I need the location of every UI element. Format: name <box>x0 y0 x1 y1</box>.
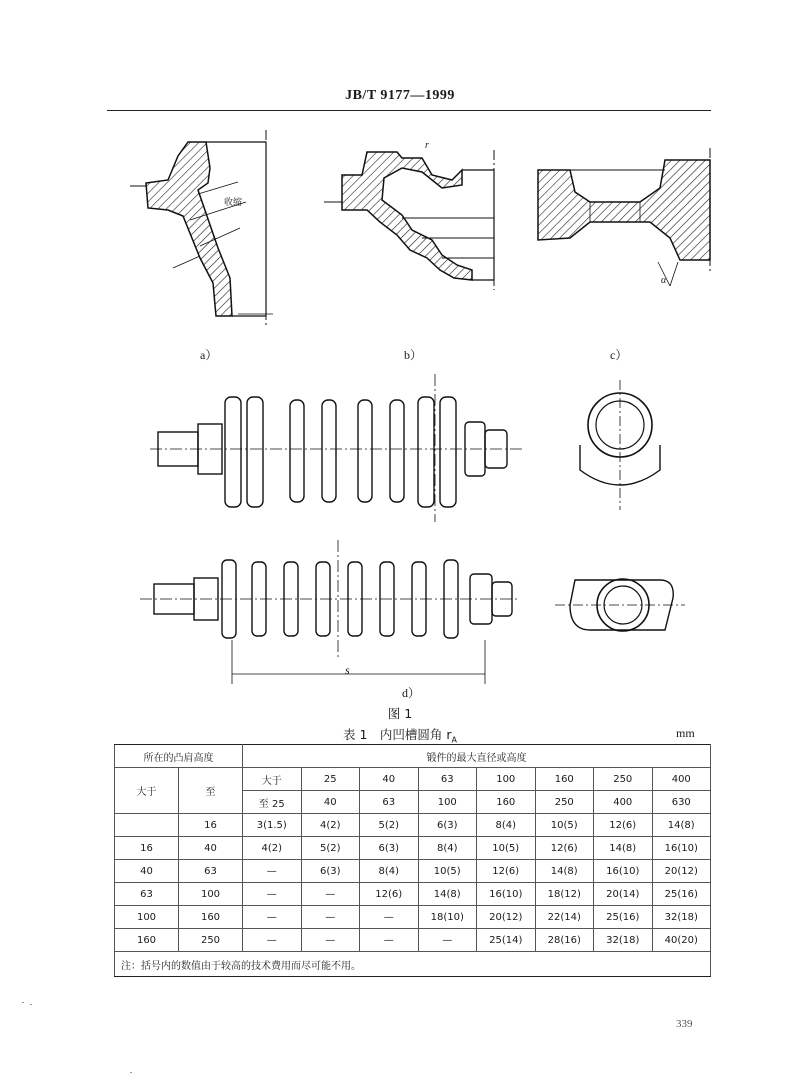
cell-radius: 8(4) <box>418 837 477 860</box>
figure-d-label: d） <box>402 686 421 700</box>
header-greater-than: 大于 <box>115 768 179 814</box>
table-title-subscript: A <box>451 735 458 745</box>
cell-up-to: 160 <box>179 906 243 929</box>
table-row <box>115 929 711 952</box>
cell-up-to: 63 <box>179 860 243 883</box>
figure-d-crankshaft-top <box>150 372 530 522</box>
figure-a-drawing <box>128 128 278 328</box>
header-max-diameter: 锻件的最大直径或高度 <box>243 745 711 768</box>
range-bottom: 250 <box>535 791 594 814</box>
cell-radius: 10(5) <box>477 837 536 860</box>
figure-caption: 图 1 <box>387 706 413 721</box>
range-top: 25 <box>301 768 360 791</box>
cell-radius: 22(14) <box>535 906 594 929</box>
figure-d-end-view-bottom <box>555 560 685 650</box>
cell-radius: 4(2) <box>243 837 302 860</box>
cell-greater-than: 16 <box>115 837 179 860</box>
cell-greater-than: 160 <box>115 929 179 952</box>
figure-a-label: a） <box>200 348 218 362</box>
range-bottom: 40 <box>301 791 360 814</box>
cell-radius: 4(2) <box>301 814 360 837</box>
cell-radius: — <box>243 906 302 929</box>
cell-radius: 16(10) <box>477 883 536 906</box>
cell-radius: — <box>360 906 419 929</box>
cell-radius: — <box>301 929 360 952</box>
table-row <box>115 837 711 860</box>
page-number: 339 <box>676 1018 693 1030</box>
cell-radius: 6(3) <box>418 814 477 837</box>
cell-radius: 25(16) <box>652 883 711 906</box>
table-row <box>115 814 711 837</box>
range-bottom: 160 <box>477 791 536 814</box>
scan-speck <box>22 1002 24 1003</box>
header-shoulder-height: 所在的凸肩高度 <box>115 745 243 768</box>
cell-radius: 32(18) <box>652 906 711 929</box>
cell-radius: 12(6) <box>477 860 536 883</box>
cell-radius: — <box>301 883 360 906</box>
cell-radius: 8(4) <box>477 814 536 837</box>
cell-radius: 12(6) <box>360 883 419 906</box>
range-bottom: 63 <box>360 791 419 814</box>
table-row <box>115 860 711 883</box>
range-top: 400 <box>652 768 711 791</box>
cell-radius: 28(16) <box>535 929 594 952</box>
range-top: 100 <box>477 768 536 791</box>
table-row <box>115 883 711 906</box>
table-unit: mm <box>676 726 695 740</box>
cell-radius: 25(14) <box>477 929 536 952</box>
range-top: 40 <box>360 768 419 791</box>
cell-radius: — <box>243 929 302 952</box>
cell-up-to: 16 <box>179 814 243 837</box>
cell-radius: 25(16) <box>594 906 653 929</box>
figure-c-drawing <box>530 140 720 290</box>
cell-radius: 14(8) <box>535 860 594 883</box>
figure-c-label: c） <box>610 348 628 362</box>
cell-radius: 12(6) <box>535 837 594 860</box>
cell-radius: — <box>360 929 419 952</box>
cell-radius: 10(5) <box>535 814 594 837</box>
cell-greater-than <box>115 814 179 837</box>
cell-radius: 20(12) <box>652 860 711 883</box>
figure-c-annotation: α <box>661 275 667 286</box>
figure-a-annotation: 收缩 <box>224 198 243 208</box>
document-header: JB/T 9177—1999 <box>345 88 455 103</box>
cell-radius: 14(8) <box>594 837 653 860</box>
range-top: 250 <box>594 768 653 791</box>
range-bottom: 至 25 <box>243 791 302 814</box>
cell-up-to: 250 <box>179 929 243 952</box>
cell-radius: 18(10) <box>418 906 477 929</box>
range-top: 63 <box>418 768 477 791</box>
cell-greater-than: 100 <box>115 906 179 929</box>
range-bottom: 100 <box>418 791 477 814</box>
cell-greater-than: 63 <box>115 883 179 906</box>
dimension-s: s <box>345 663 350 677</box>
figure-b-annotation: r <box>425 140 429 151</box>
cell-radius: — <box>243 883 302 906</box>
table-note: 注：括号内的数值由于较高的技术费用而尽可能不用。 <box>115 952 711 977</box>
table-body <box>115 814 711 952</box>
cell-radius: 6(3) <box>360 837 419 860</box>
cell-up-to: 40 <box>179 837 243 860</box>
cell-radius: — <box>243 860 302 883</box>
range-bottom: 630 <box>652 791 711 814</box>
fillet-radius-table <box>114 744 711 977</box>
cell-radius: 16(10) <box>594 860 653 883</box>
scan-speck <box>130 1072 132 1073</box>
range-top: 160 <box>535 768 594 791</box>
cell-radius: — <box>301 906 360 929</box>
cell-radius: 6(3) <box>301 860 360 883</box>
cell-radius: 5(2) <box>301 837 360 860</box>
cell-radius: 32(18) <box>594 929 653 952</box>
scan-speck <box>30 1004 32 1005</box>
figure-b-drawing <box>322 130 512 290</box>
cell-radius: — <box>418 929 477 952</box>
figure-d-crankshaft-bottom <box>140 540 525 690</box>
table-title-text: 表 1 内凹槽圆角 r <box>342 727 452 742</box>
cell-radius: 40(20) <box>652 929 711 952</box>
cell-radius: 10(5) <box>418 860 477 883</box>
header-up-to: 至 <box>179 768 243 814</box>
figure-d-end-view-top <box>570 375 670 515</box>
cell-radius: 3(1.5) <box>243 814 302 837</box>
table-row <box>115 906 711 929</box>
cell-up-to: 100 <box>179 883 243 906</box>
cell-radius: 8(4) <box>360 860 419 883</box>
cell-radius: 20(12) <box>477 906 536 929</box>
cell-radius: 14(8) <box>652 814 711 837</box>
cell-radius: 5(2) <box>360 814 419 837</box>
cell-greater-than: 40 <box>115 860 179 883</box>
cell-radius: 14(8) <box>418 883 477 906</box>
cell-radius: 12(6) <box>594 814 653 837</box>
cell-radius: 16(10) <box>652 837 711 860</box>
header-rule <box>107 110 711 111</box>
cell-radius: 20(14) <box>594 883 653 906</box>
range-top: 大于 <box>243 768 302 791</box>
range-bottom: 400 <box>594 791 653 814</box>
cell-radius: 18(12) <box>535 883 594 906</box>
figure-b-label: b） <box>404 348 423 362</box>
